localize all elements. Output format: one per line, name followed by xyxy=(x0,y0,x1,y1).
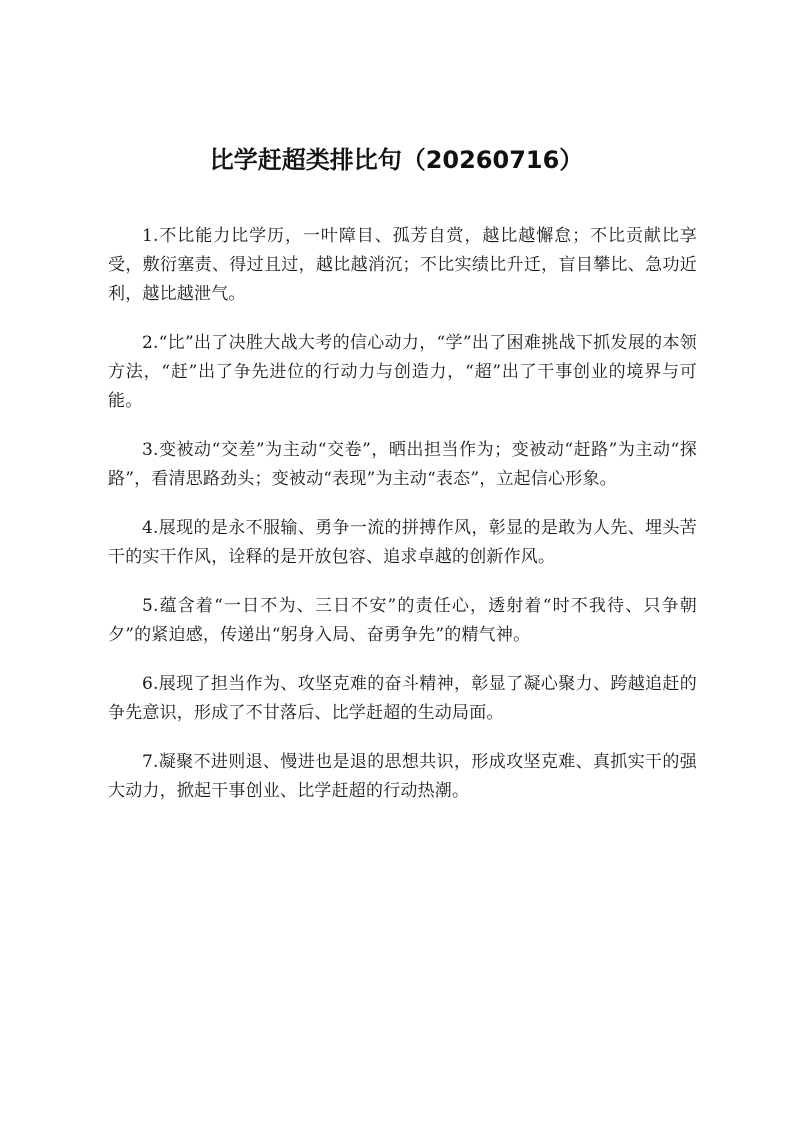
paragraph-5: 5.蕴含着“一日不为、三日不安”的责任心，透射着“时不我待、只争朝夕”的紧迫感，传递出“躬身入局、奋勇争先”的精气神。 xyxy=(108,596,697,645)
paragraph-1: 1.不比能力比学历，一叶障目、孤芳自赏，越比越懈怠；不比贡献比享受，敷衍塞责、得过且过，越比越消沉；不比实绩比升迁，盲目攀比、急功近利，越比越泄气。 xyxy=(108,226,697,304)
paragraph-6: 6.展现了担当作为、攻坚克难的奋斗精神，彰显了凝心聚力、跨越追赶的争先意识，形成了不甘落后、比学赶超的生动局面。 xyxy=(108,674,697,723)
document-body xyxy=(108,222,697,826)
document-title: 比学赶超类排比句（20260716） xyxy=(209,146,584,174)
paragraph-4: 4.展现的是永不服输、勇争一流的拼搏作风，彰显的是敢为人先、埋头苦干的实干作风，诠释的是开放包容、追求卓越的创新作风。 xyxy=(108,518,697,567)
paragraph-3: 3.变被动“交差”为主动“交卷”，晒出担当作为；变被动“赶路”为主动“探路”，看清思路劲头；变被动“表现”为主动“表态”，立起信心形象。 xyxy=(108,440,697,489)
paragraph-7: 7.凝聚不进则退、慢进也是退的思想共识，形成攻坚克难、真抓实干的强大动力，掀起干事创业、比学赶超的行动热潮。 xyxy=(108,752,697,801)
paragraph-2: 2.“比”出了决胜大战大考的信心动力，“学”出了困难挑战下抓发展的本领方法，“赶”出了争先进位的行动力与创造力，“超”出了干事创业的境界与可能。 xyxy=(108,333,697,411)
